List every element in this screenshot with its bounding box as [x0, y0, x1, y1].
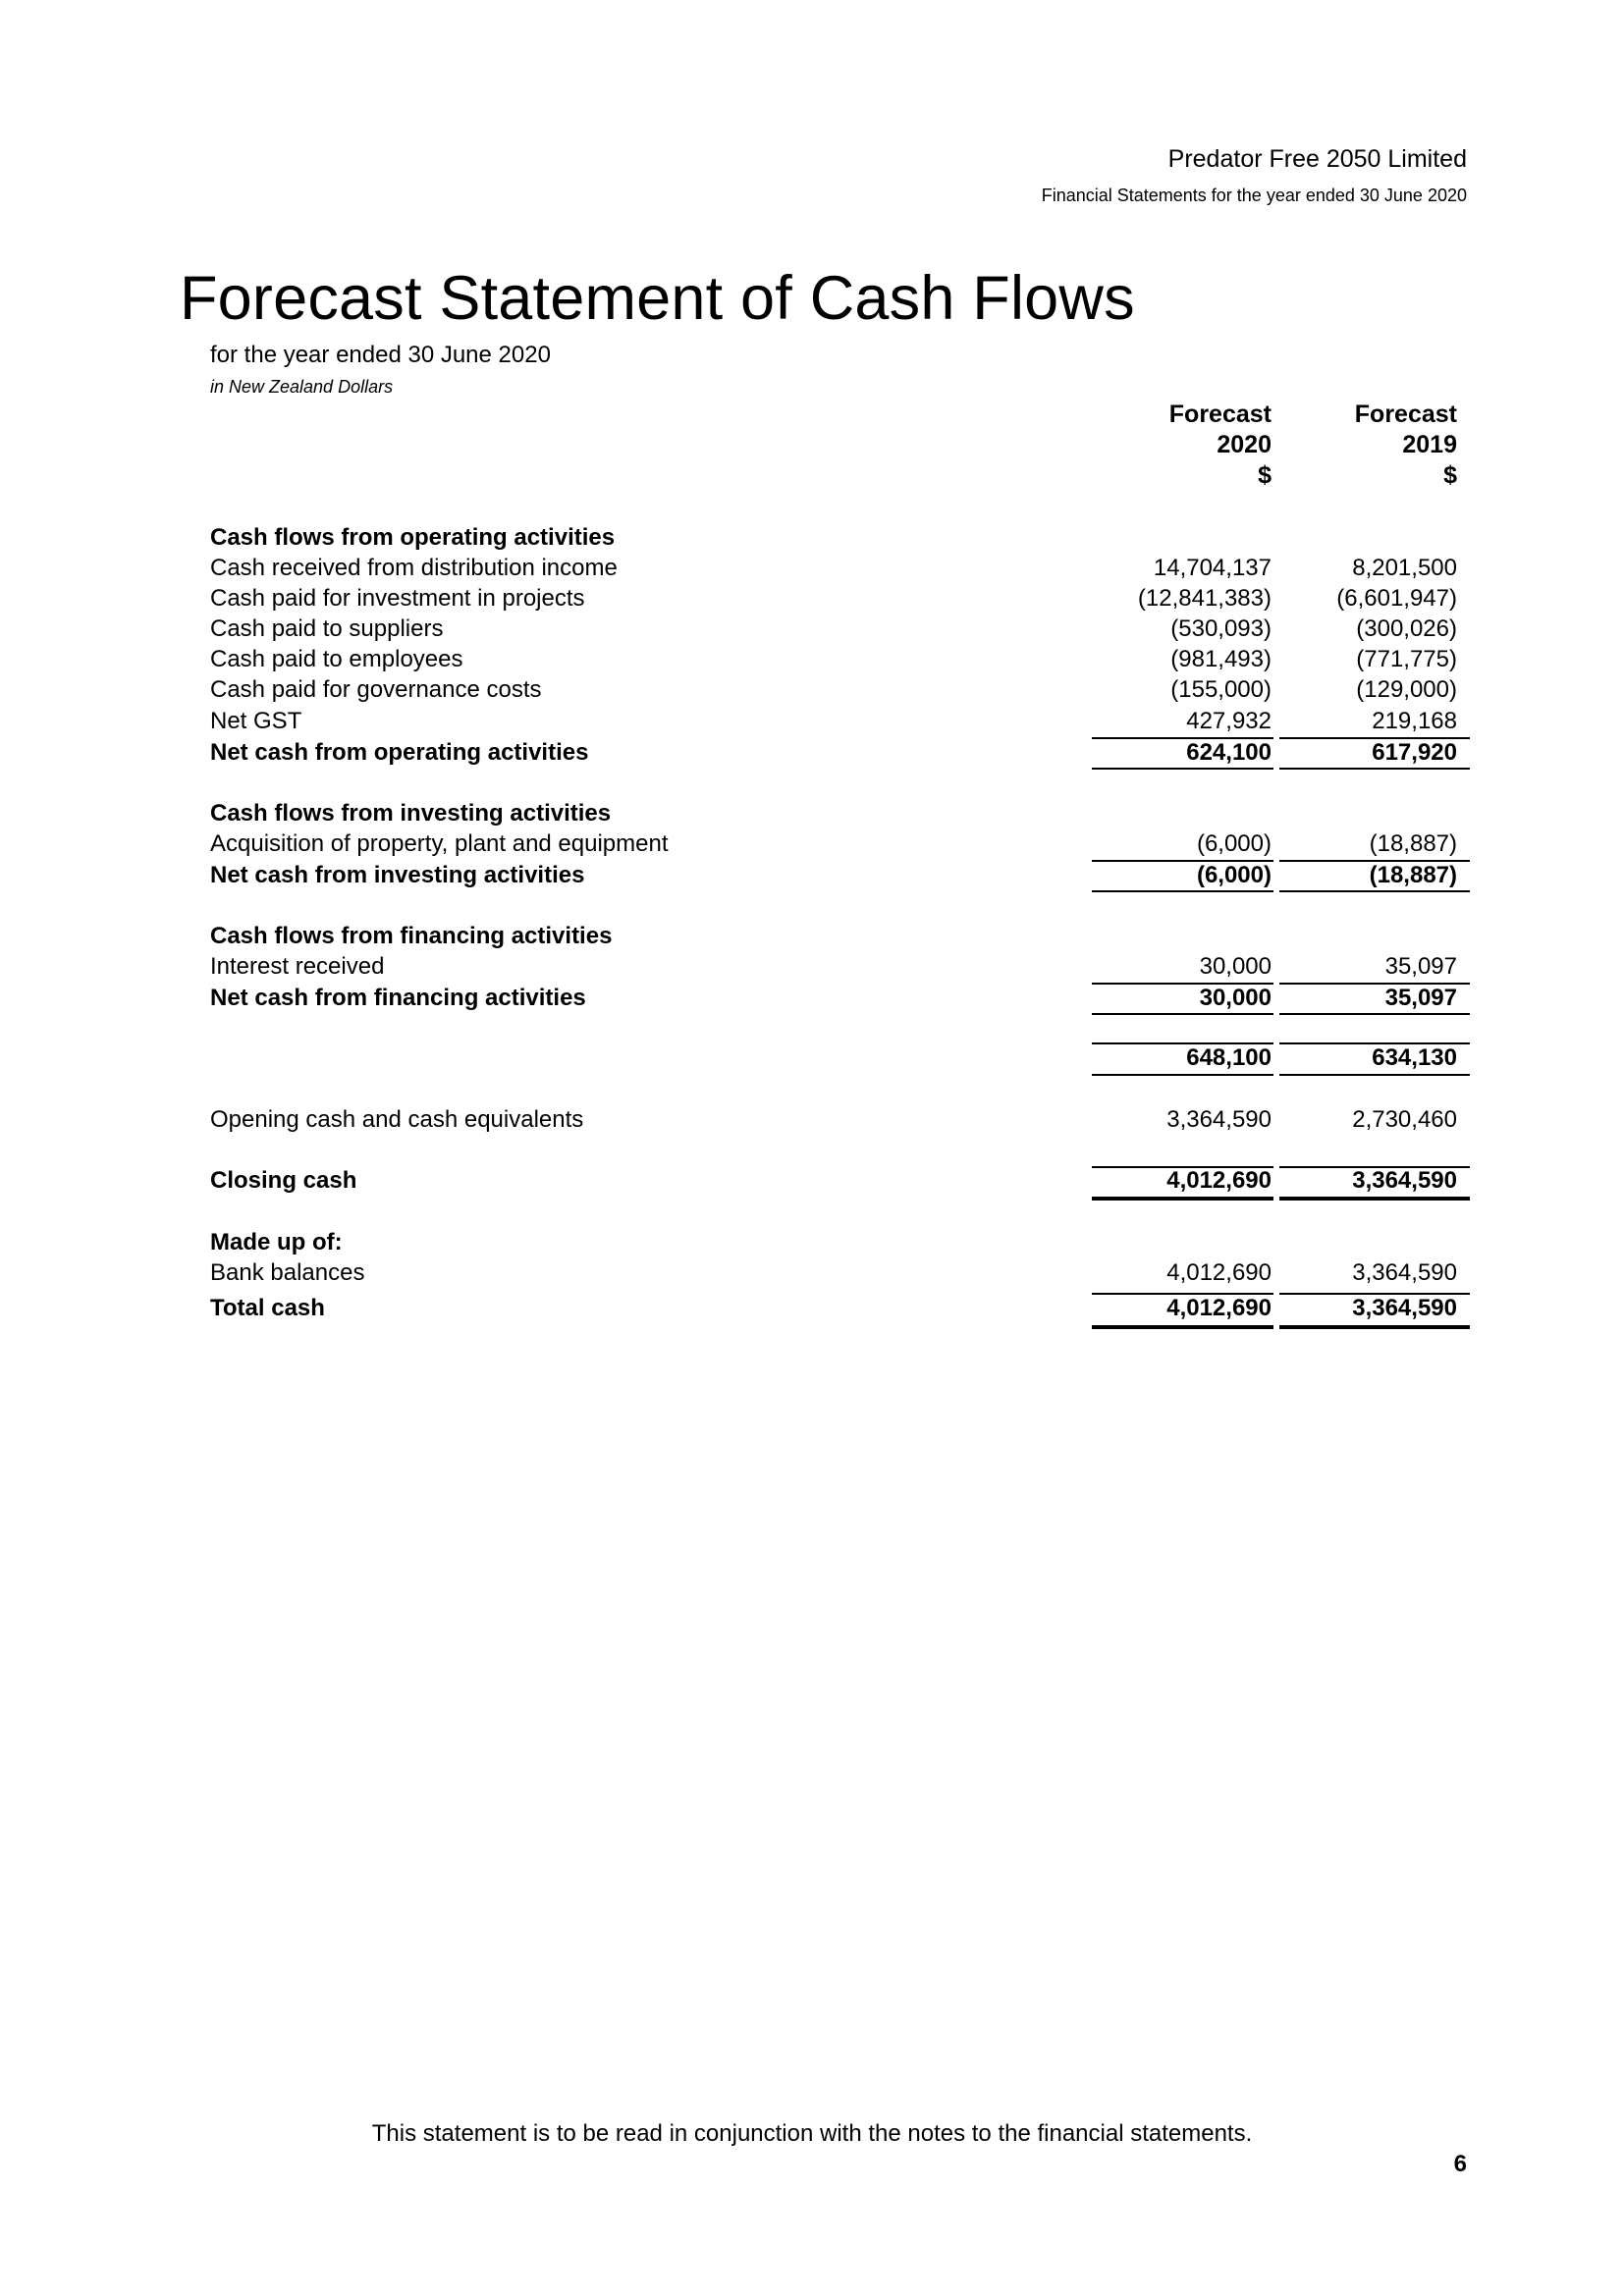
value-2020: 427,932: [1186, 708, 1272, 734]
total-rule: [1279, 768, 1470, 770]
row-label: Total cash: [210, 1295, 325, 1321]
row-label: Cash received from distribution income: [210, 555, 618, 581]
row-label: Cash paid to employees: [210, 646, 463, 672]
value-2020: 4,012,690: [1166, 1167, 1272, 1194]
value-2019: 3,364,590: [1352, 1295, 1457, 1321]
table-row: [0, 614, 1624, 644]
value-2020: 14,704,137: [1153, 555, 1272, 581]
value-2020: (6,000): [1196, 862, 1272, 888]
row-label: Opening cash and cash equivalents: [210, 1106, 584, 1133]
row-label: Cash paid for investment in projects: [210, 585, 585, 612]
section-heading: Cash flows from financing activities: [210, 923, 613, 949]
value-2019: 8,201,500: [1352, 555, 1457, 581]
row-label: Interest received: [210, 953, 385, 980]
value-2020: (155,000): [1170, 676, 1272, 703]
header-subtitle: Financial Statements for the year ended 30 June 2020: [1041, 186, 1467, 205]
section-heading-financing: [0, 922, 1624, 951]
value-2020: 4,012,690: [1166, 1295, 1272, 1321]
table-row: [0, 645, 1624, 674]
value-2020: 30,000: [1199, 953, 1272, 980]
column-label: Forecast: [1168, 400, 1272, 428]
column-header-2020: [1075, 400, 1272, 491]
table-row: [0, 707, 1624, 736]
header-company: Predator Free 2050 Limited: [1167, 145, 1467, 173]
value-2019: 617,920: [1372, 739, 1457, 766]
total-row-investing: [0, 861, 1624, 890]
column-unit: $: [1443, 461, 1457, 489]
value-2019: (18,887): [1369, 862, 1457, 888]
section-heading: Cash flows from operating activities: [210, 524, 616, 551]
section-heading-investing: [0, 799, 1624, 828]
value-2020: (530,093): [1170, 615, 1272, 642]
double-total-rule: [1279, 1197, 1470, 1201]
page-number: 6: [1453, 2151, 1467, 2177]
opening-cash-row: [0, 1105, 1624, 1135]
closing-cash-row: [0, 1166, 1624, 1196]
section-heading-made-up: [0, 1228, 1624, 1257]
row-label: Closing cash: [210, 1167, 357, 1194]
table-row: [0, 584, 1624, 614]
column-year: 2019: [1402, 431, 1457, 458]
total-rule: [1279, 890, 1470, 892]
total-rule: [1279, 1074, 1470, 1076]
row-label: Net GST: [210, 708, 302, 734]
value-2019: 35,097: [1384, 985, 1457, 1011]
row-label: Bank balances: [210, 1259, 365, 1286]
section-heading-operating: [0, 523, 1624, 553]
value-2020: 3,364,590: [1166, 1106, 1272, 1133]
total-rule: [1279, 1013, 1470, 1015]
row-label: Net cash from investing activities: [210, 862, 585, 888]
column-unit: $: [1258, 461, 1272, 489]
value-2019: (18,887): [1369, 830, 1457, 857]
total-rule: [1092, 768, 1273, 770]
value-2019: 2,730,460: [1352, 1106, 1457, 1133]
column-label: Forecast: [1354, 400, 1457, 428]
table-row: [0, 829, 1624, 859]
column-header-2019: [1261, 400, 1457, 491]
total-rule: [1092, 1013, 1273, 1015]
total-rule: [1092, 890, 1273, 892]
value-2019: (129,000): [1356, 676, 1457, 703]
page-title: Forecast Statement of Cash Flows: [180, 264, 1135, 333]
total-row-operating: [0, 738, 1624, 768]
table-row: [0, 554, 1624, 583]
total-cash-row: [0, 1294, 1624, 1323]
table-row: [0, 952, 1624, 982]
value-2020: (12,841,383): [1137, 585, 1272, 612]
period-subtitle: for the year ended 30 June 2020: [210, 342, 551, 368]
value-2019: (6,601,947): [1336, 585, 1457, 612]
value-2019: 219,168: [1372, 708, 1457, 734]
total-rule: [1092, 1074, 1273, 1076]
total-row-financing: [0, 984, 1624, 1013]
value-2019: 634,130: [1372, 1044, 1457, 1071]
value-2020: 30,000: [1199, 985, 1272, 1011]
footer-note: This statement is to be read in conjunction with the notes to the financial statements.: [371, 2120, 1253, 2147]
value-2020: (981,493): [1170, 646, 1272, 672]
net-movement-row: [0, 1043, 1624, 1073]
value-2020: 4,012,690: [1166, 1259, 1272, 1286]
double-total-rule: [1279, 1325, 1470, 1329]
value-2019: (300,026): [1356, 615, 1457, 642]
double-total-rule: [1092, 1325, 1273, 1329]
section-heading: Made up of:: [210, 1229, 343, 1255]
row-label: Acquisition of property, plant and equipment: [210, 830, 669, 857]
double-total-rule: [1092, 1197, 1273, 1201]
table-row: [0, 1258, 1624, 1288]
row-label: Cash paid to suppliers: [210, 615, 444, 642]
row-label: Net cash from financing activities: [210, 985, 586, 1011]
value-2019: 35,097: [1384, 953, 1457, 980]
row-label: Net cash from operating activities: [210, 739, 589, 766]
value-2020: (6,000): [1196, 830, 1272, 857]
value-2020: 624,100: [1186, 739, 1272, 766]
value-2019: 3,364,590: [1352, 1167, 1457, 1194]
currency-note: in New Zealand Dollars: [210, 377, 394, 397]
table-row: [0, 675, 1624, 705]
value-2019: (771,775): [1356, 646, 1457, 672]
value-2019: 3,364,590: [1352, 1259, 1457, 1286]
value-2020: 648,100: [1186, 1044, 1272, 1071]
section-heading: Cash flows from investing activities: [210, 800, 612, 827]
column-year: 2020: [1217, 431, 1272, 458]
row-label: Cash paid for governance costs: [210, 676, 542, 703]
